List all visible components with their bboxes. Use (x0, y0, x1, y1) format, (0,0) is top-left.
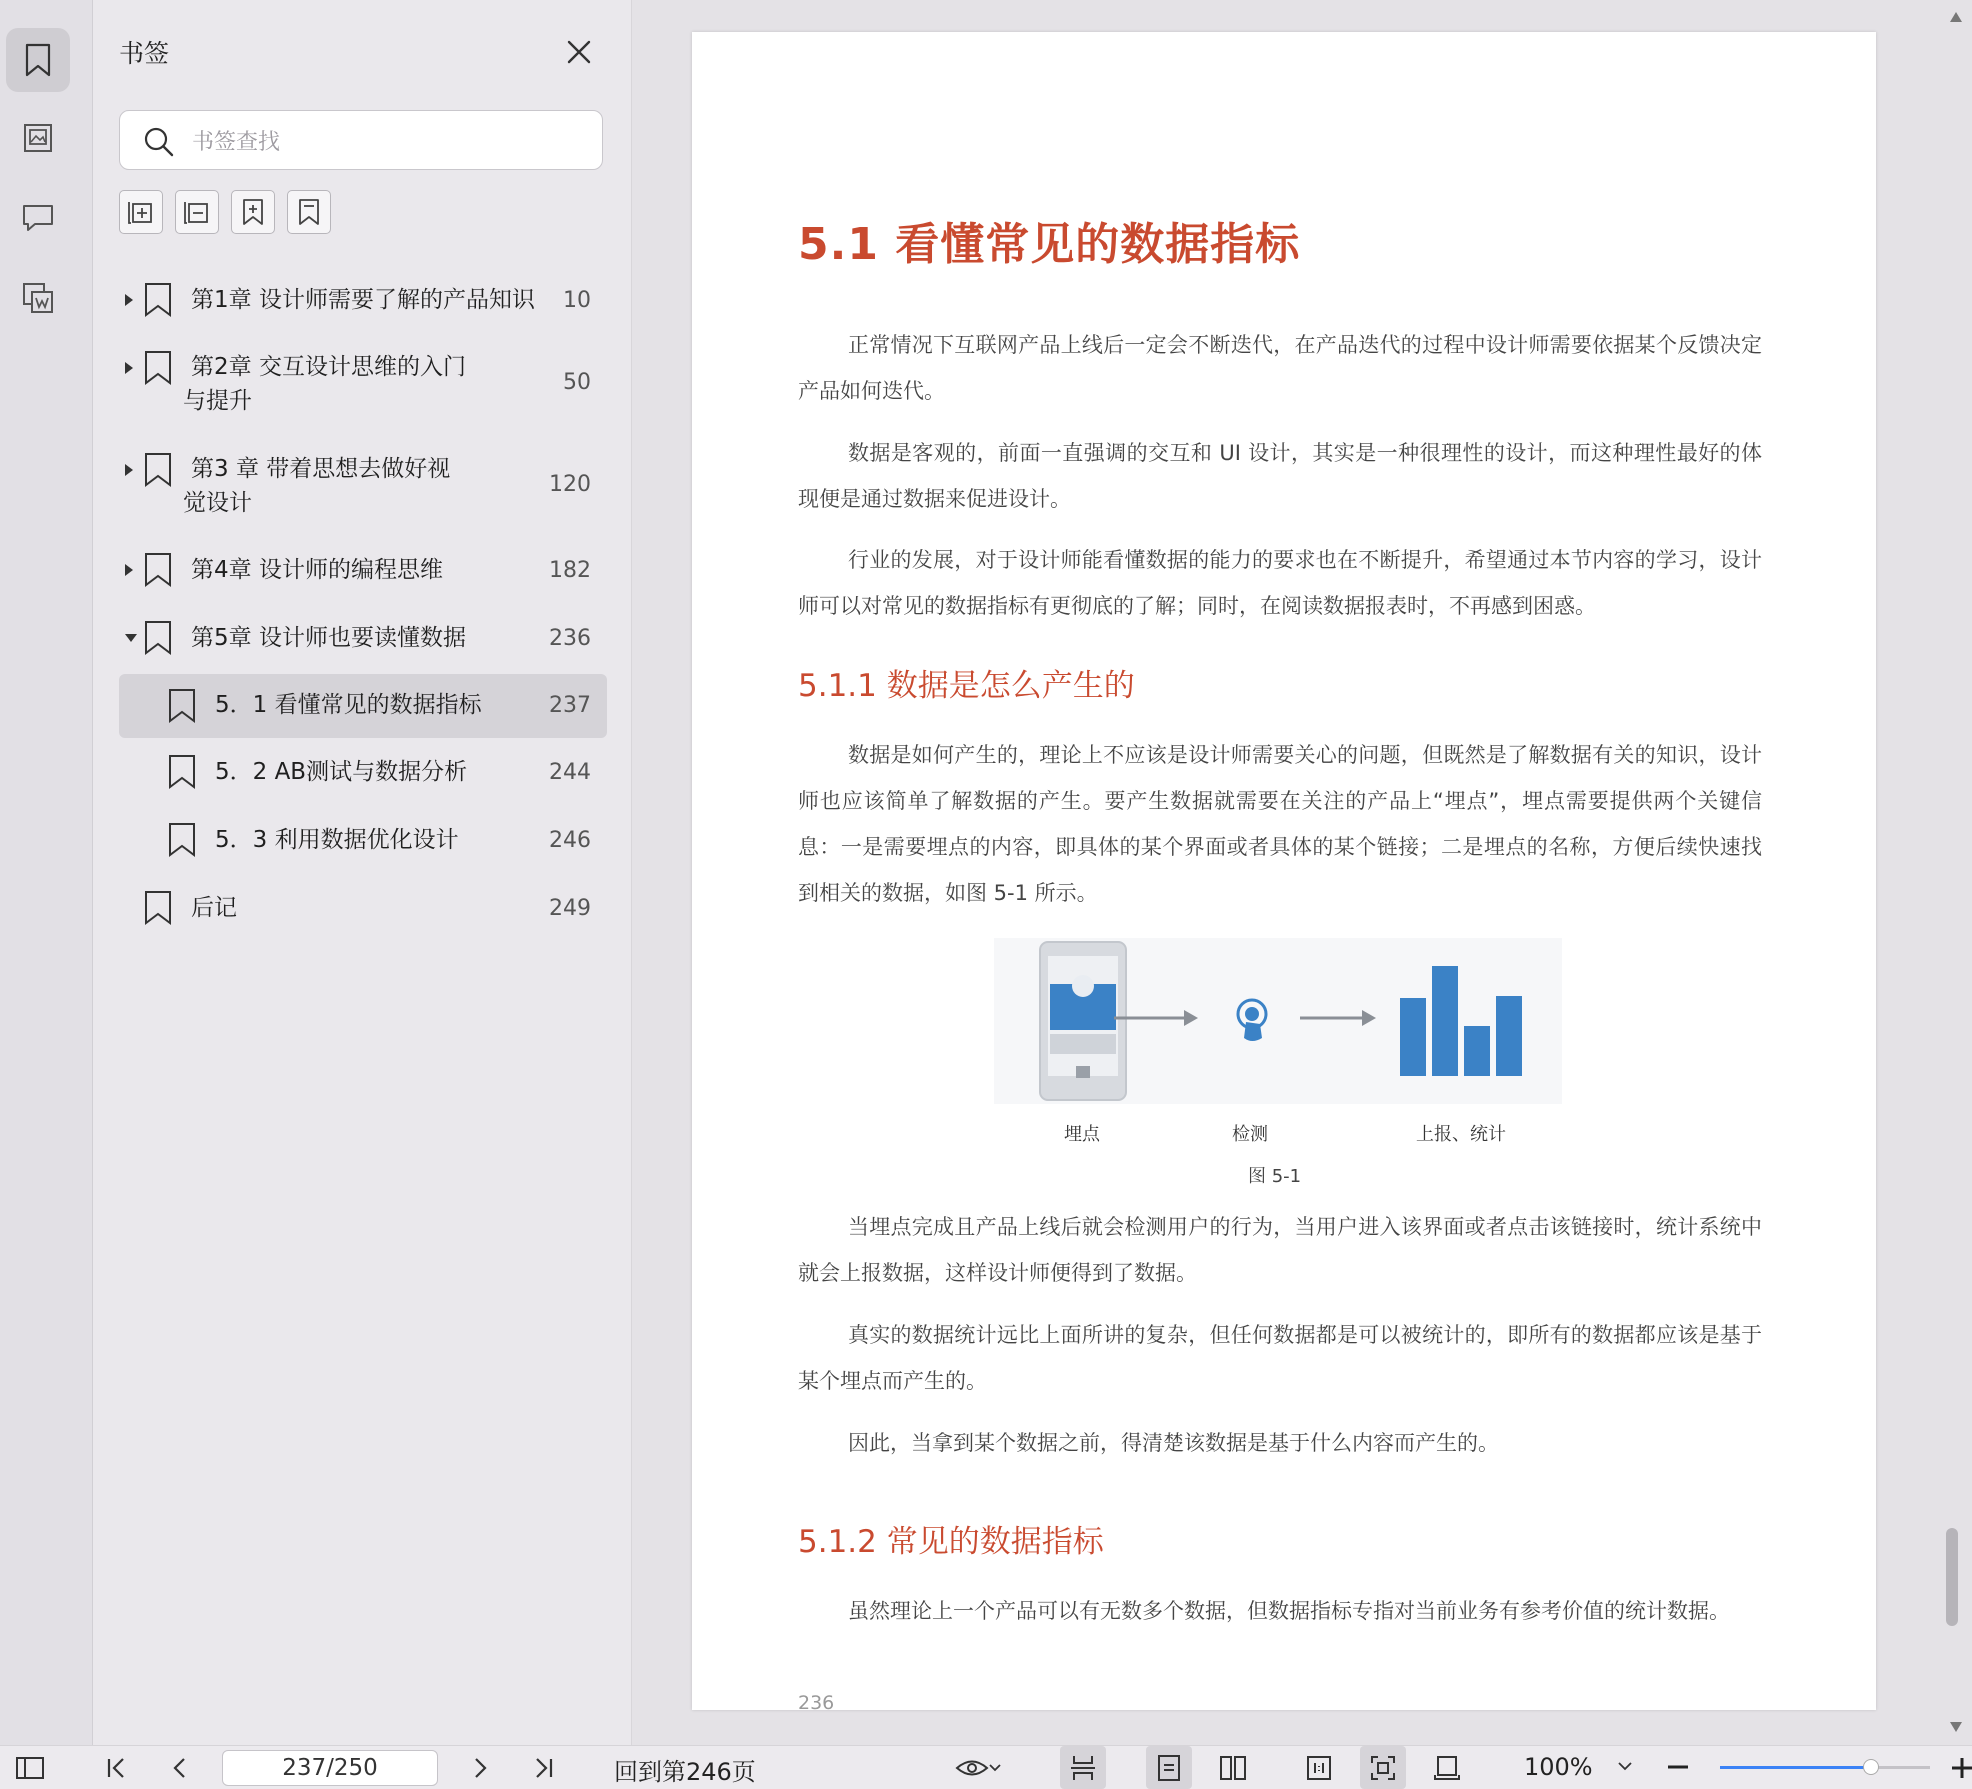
comments-tab-icon[interactable] (6, 186, 70, 250)
left-icon-rail (0, 0, 93, 1745)
first-page-icon[interactable] (96, 1746, 136, 1789)
fit-page-icon (1369, 1754, 1397, 1782)
collapse-arrow-icon[interactable] (125, 634, 137, 642)
search-placeholder: 书签查找 (192, 130, 281, 155)
expand-all-button[interactable] (119, 190, 163, 234)
last-page-icon[interactable] (524, 1746, 564, 1789)
search-icon (142, 125, 176, 159)
goto-page-link[interactable]: 回到第246页 (614, 1758, 756, 1786)
toc-item-label: 后记 (191, 895, 237, 921)
figure-5-1 (994, 938, 1562, 1104)
paragraph: 数据是如何产生的，理论上不应该是设计师需要关心的问题，但既然是了解数据有关的知识，设计师也应该简单了解数据的产生。要产生数据就需要在关注的产品上“埋点”，埋点需要提供两个关键信息：一是需要埋点的内容，即具体的某个界面或者具体的某个链接；二是埋点的名称，方便后续快速找到相关的数据，如图 5-1 所示。 (798, 743, 1762, 905)
figure-caption: 图 5-1 (1248, 1166, 1302, 1187)
fit-page-button[interactable] (1360, 1746, 1406, 1789)
toc-item-page: 50 (563, 370, 591, 395)
toc-item-chapter-2[interactable] (119, 344, 607, 424)
expand-arrow-icon[interactable] (125, 464, 133, 476)
toc-item-chapter-1[interactable] (119, 276, 607, 326)
toc-item-label: 5．3 利用数据优化设计 (215, 827, 459, 853)
thumbnails-tab-icon[interactable] (6, 106, 70, 170)
bookmark-icon (294, 197, 324, 227)
bookmark-icon (143, 552, 173, 588)
previous-page-icon[interactable] (160, 1746, 200, 1789)
next-page-icon[interactable] (460, 1746, 500, 1789)
zoom-slider-fill (1720, 1766, 1871, 1769)
bookmark-icon (143, 350, 173, 386)
toc-item-page: 244 (549, 760, 591, 785)
fit-width-button[interactable] (1424, 1746, 1470, 1789)
bookmark-icon (167, 688, 197, 724)
bookmark-icon (143, 452, 173, 488)
zoom-in-icon[interactable] (1950, 1756, 1972, 1780)
toc-item-label: 第5章 设计师也要读懂数据 (191, 625, 466, 651)
collapse-all-button[interactable] (175, 190, 219, 234)
remove-bookmark-group-icon (182, 197, 212, 227)
figure-label: 上报、统计 (1416, 1124, 1506, 1145)
toc-item-page: 182 (549, 558, 591, 583)
zoom-level[interactable]: 100% (1524, 1753, 1593, 1781)
toggle-sidebar-icon[interactable] (10, 1746, 50, 1789)
vertical-scrollbar[interactable] (1942, 0, 1972, 1745)
chevron-down-icon (989, 1764, 1001, 1772)
toc-item-page: 246 (549, 828, 591, 853)
bookmarks-panel (93, 0, 632, 1745)
expand-arrow-icon[interactable] (125, 564, 133, 576)
toc-item-page: 249 (549, 896, 591, 921)
continuous-scroll-icon (1069, 1754, 1097, 1782)
bookmark-button[interactable] (287, 190, 331, 234)
paragraph: 行业的发展，对于设计师能看懂数据的能力的要求也在不断提升，希望通过本节内容的学习，设计师可以对常见的数据指标有更彻底的了解；同时，在阅读数据报表时，不再感到困惑。 (798, 548, 1762, 618)
page-title: 5.1 看懂常见的数据指标 (798, 219, 1301, 270)
bookmark-icon (167, 822, 197, 858)
scrollbar-thumb[interactable] (1946, 1528, 1958, 1626)
paragraph: 当埋点完成且产品上线后就会检测用户的行为，当用户进入该界面或者点击该链接时，统计系统中就会上报数据，这样设计师便得到了数据。 (798, 1215, 1762, 1285)
toc-item-label: 第3 章 带着思想去做好视觉设计 (183, 456, 451, 516)
toc-item-label: 5．2 AB测试与数据分析 (215, 759, 468, 785)
toc-item-label: 第1章 设计师需要了解的产品知识 (191, 287, 535, 313)
scroll-up-icon[interactable] (1950, 12, 1962, 22)
panel-title: 书签 (119, 39, 170, 68)
bookmark-search-input[interactable] (119, 110, 603, 170)
bookmark-icon (143, 282, 173, 318)
two-page-icon (1219, 1754, 1247, 1782)
toc-item-page: 10 (563, 288, 591, 313)
toc-item-afterword[interactable] (119, 884, 607, 934)
paragraph: 真实的数据统计远比上面所讲的复杂，但任何数据都是可以被统计的，即所有的数据都应该是基于某个埋点而产生的。 (798, 1323, 1762, 1393)
actual-size-button[interactable] (1296, 1746, 1342, 1789)
single-page-button[interactable] (1146, 1746, 1192, 1789)
toc-item-label: 第2章 交互设计思维的入门与提升 (183, 354, 466, 414)
bookmark-icon (167, 754, 197, 790)
toc-item-chapter-4[interactable] (119, 546, 607, 596)
toc-item-section-5-2[interactable] (119, 748, 607, 798)
add-bookmark-icon (238, 197, 268, 227)
toc-item-page: 237 (549, 693, 591, 718)
bookmark-icon (143, 890, 173, 926)
toc-item-page: 120 (549, 472, 591, 497)
paragraph: 虽然理论上一个产品可以有无数多个数据，但数据指标专指对当前业务有参考价值的统计数据。 (848, 1599, 1730, 1623)
toc-item-label: 5．1 看懂常见的数据指标 (215, 692, 482, 718)
toc-item-label: 第4章 设计师的编程思维 (191, 557, 443, 583)
toc-item-section-5-3[interactable] (119, 816, 607, 866)
bookmark-icon (143, 620, 173, 656)
eye-icon (955, 1757, 989, 1779)
add-bookmark-group-icon (126, 197, 156, 227)
section-heading: 5.1.2 常见的数据指标 (798, 1524, 1104, 1560)
expand-arrow-icon[interactable] (125, 294, 133, 306)
zoom-slider-thumb[interactable] (1863, 1759, 1879, 1775)
paragraph: 数据是客观的，前面一直强调的交互和 UI 设计，其实是一种很理性的设计，而这种理性最好的体现便是通过数据来促进设计。 (798, 441, 1762, 511)
page-number-input[interactable]: 237/250 (222, 1750, 438, 1786)
expand-arrow-icon[interactable] (125, 362, 133, 374)
scroll-down-icon[interactable] (1950, 1722, 1962, 1732)
actual-size-icon (1305, 1754, 1333, 1782)
paragraph: 正常情况下互联网产品上线后一定会不断迭代，在产品迭代的过程中设计师需要依据某个反馈决定产品如何迭代。 (798, 333, 1762, 403)
fit-width-icon (1433, 1754, 1461, 1782)
figure-label: 埋点 (1064, 1124, 1100, 1145)
figure-label: 检测 (1232, 1124, 1268, 1145)
section-heading: 5.1.1 数据是怎么产生的 (798, 668, 1135, 704)
single-page-icon (1156, 1754, 1182, 1782)
two-page-button[interactable] (1210, 1746, 1256, 1789)
zoom-slider[interactable] (1720, 1766, 1930, 1769)
toc-item-page: 236 (549, 626, 591, 651)
continuous-scroll-button[interactable] (1060, 1746, 1106, 1789)
bookmarks-tab-icon[interactable] (6, 28, 70, 92)
add-bookmark-button[interactable] (231, 190, 275, 234)
paragraph: 因此，当拿到某个数据之前，得清楚该数据是基于什么内容而产生的。 (848, 1431, 1499, 1455)
toc-item-section-5-1[interactable] (119, 674, 607, 738)
status-bar (0, 1745, 1972, 1789)
close-icon[interactable] (565, 38, 593, 66)
attachments-tab-icon[interactable] (6, 266, 70, 330)
page-number: 236 (798, 1692, 835, 1714)
toc-item-chapter-3[interactable] (119, 446, 607, 526)
zoom-out-icon[interactable] (1666, 1760, 1690, 1774)
read-mode-button[interactable] (948, 1746, 1008, 1789)
toc-item-chapter-5[interactable] (119, 614, 607, 664)
document-page (692, 32, 1876, 1714)
figure-illustration (994, 938, 1562, 1104)
chevron-down-icon[interactable] (1618, 1762, 1632, 1772)
